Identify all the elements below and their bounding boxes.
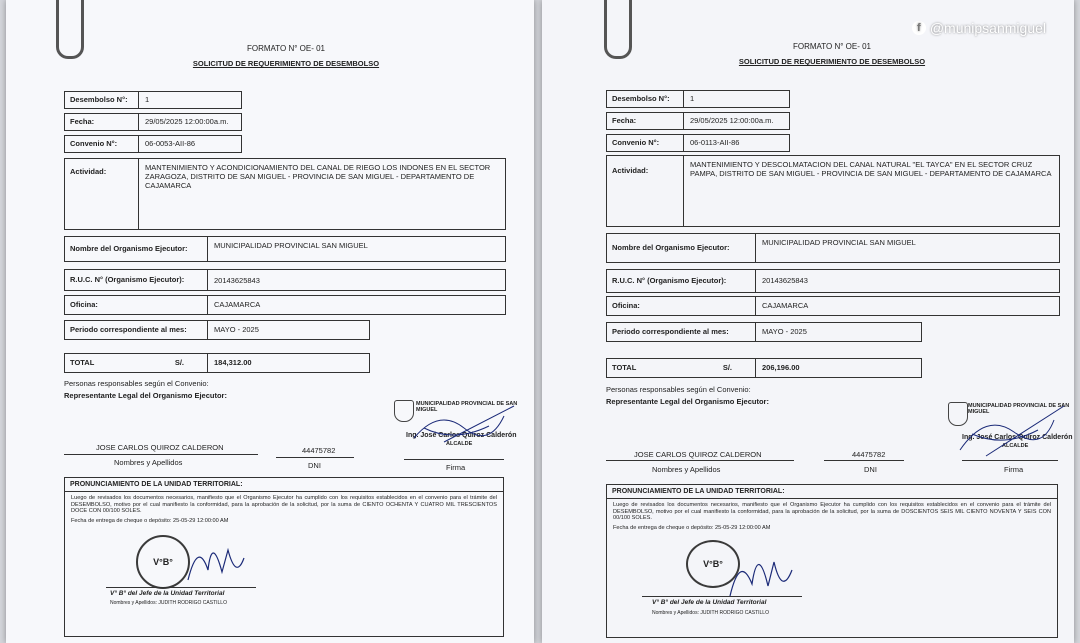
desembolso-label: Desembolso N°: xyxy=(65,92,139,108)
ruc-label: R.U.C. N° (Organismo Ejecutor): xyxy=(607,270,756,292)
convenio-value: 06-0053-AII-86 xyxy=(145,139,196,148)
watermark-handle: @munipsanmiguel xyxy=(929,20,1046,36)
actividad-label: Actividad: xyxy=(607,156,684,226)
paper-clip xyxy=(604,0,632,59)
periodo-row xyxy=(606,322,922,342)
total-text: TOTAL xyxy=(70,358,95,367)
stamp-muni: MUNICIPALIDAD PROVINCIAL DE SAN MIGUEL xyxy=(968,403,1070,415)
actividad-label: Actividad: xyxy=(65,159,139,229)
convenio-row xyxy=(64,135,242,153)
watermark xyxy=(912,20,1046,36)
fecha-label: Fecha: xyxy=(65,114,139,130)
document-title: SOLICITUD DE REQUERIMIENTO DE DESEMBOLSO xyxy=(738,57,926,66)
actividad-row xyxy=(64,158,506,230)
pronunciamiento-fecha: Fecha de entrega de cheque o depósito: 25-05-29 12:00:00 AM xyxy=(71,517,229,524)
ruc-value: 20143625843 xyxy=(762,276,808,285)
stamp-name: Ing. José Carlos Quiroz Calderón xyxy=(406,432,517,439)
desembolso-label: Desembolso N°: xyxy=(607,91,684,107)
oficina-row xyxy=(64,295,506,315)
vb-label: V° B° del Jefe de la Unidad Territorial xyxy=(110,590,225,597)
firma-label: Firma xyxy=(446,463,466,472)
pronunciamiento-text: Luego de revisados los documentos necesarios, manifiesto que el Organismo Ejecutor ha cumplido con los requisitos establecidos en el convenio para el trámite del DESEMBOLSO, motivo por el cual manifiesto la conformidad, para la aprobación de la solicitud, por la suma de CIENTO OCHENTA Y CUATRO MIL TRESCIENTOS DOCE CON 00/100 SOLES. xyxy=(71,495,497,515)
nombre-line xyxy=(64,454,258,455)
firma-line xyxy=(962,460,1058,461)
total-row xyxy=(64,353,370,373)
total-label xyxy=(65,354,208,372)
pronunciamiento-text: Luego de revisados los documentos necesarios, manifiesto que el Organismo Ejecutor ha cumplido con los requisitos establecidos en el convenio para el trámite del DESEMBOLSO, motivo por el cual manifiesto la conformidad, para la aprobación de la solicitud, por la suma de DOSCIENTOS SEIS MIL CIENTO NOVENTA Y SEIS CON 00/100 SOLES. xyxy=(613,502,1051,522)
vb-name: Nombres y Apellidos: JUDITH RODRIGO CASTILLO xyxy=(652,610,769,616)
responsables-text: Personas responsables según el Convenio: xyxy=(606,385,751,394)
actividad-value: MANTENIMIENTO Y DESCOLMATACION DEL CANAL NATURAL "EL TAYCA" EN EL SECTOR CRUZ PAMPA, DISTRITO DE SAN MIGUEL - PROVINCIA DE SAN MIGUEL - DEPARTAMENTO DE CAJAMARCA xyxy=(690,160,1052,178)
seal-text: V°B° xyxy=(703,559,723,569)
alcalde-signature xyxy=(394,398,524,448)
pronunciamiento-heading: PRONUNCIAMIENTO DE LA UNIDAD TERRITORIAL: xyxy=(607,485,1057,499)
oficina-value: CAJAMARCA xyxy=(762,301,809,310)
convenio-label: Convenio N°: xyxy=(65,136,139,152)
document-page-left xyxy=(6,0,534,643)
actividad-row xyxy=(606,155,1060,227)
desembolso-value: 1 xyxy=(145,95,150,104)
dni-label: DNI xyxy=(308,461,321,470)
organismo-value: MUNICIPALIDAD PROVINCIAL SAN MIGUEL xyxy=(214,241,368,250)
stamp-name: Ing. José Carlos Quiroz Calderón xyxy=(962,434,1073,441)
nombre-line xyxy=(606,460,794,461)
periodo-label: Periodo correspondiente al mes: xyxy=(607,323,756,341)
periodo-row xyxy=(64,320,370,340)
format-code: FORMATO N° OE- 01 xyxy=(246,44,326,53)
pronunciamiento-heading: PRONUNCIAMIENTO DE LA UNIDAD TERRITORIAL: xyxy=(65,478,503,492)
total-label xyxy=(607,359,756,377)
total-row xyxy=(606,358,922,378)
alcalde-stamp xyxy=(946,400,1074,450)
document-title: SOLICITUD DE REQUERIMIENTO DE DESEMBOLSO xyxy=(192,59,380,68)
alcalde-signature xyxy=(946,400,1072,456)
dni-line xyxy=(276,457,354,458)
format-code: FORMATO N° OE- 01 xyxy=(792,42,872,51)
currency-symbol: S/. xyxy=(174,358,184,367)
fecha-value: 29/05/2025 12:00:00a.m. xyxy=(690,116,774,125)
nombres-label: Nombres y Apellidos xyxy=(652,465,721,474)
oficina-row xyxy=(606,296,1060,316)
paper-clip xyxy=(56,0,84,59)
vb-name: Nombres y Apellidos: JUDITH RODRIGO CASTILLO xyxy=(110,600,227,606)
representante-dni: 44475782 xyxy=(852,450,886,459)
representante-dni: 44475782 xyxy=(302,446,336,455)
desembolso-row xyxy=(64,91,242,109)
dni-label: DNI xyxy=(864,465,877,474)
dni-line xyxy=(824,460,904,461)
stamp-role: ALCALDE xyxy=(1002,443,1029,449)
facebook-icon: f xyxy=(912,21,926,35)
firma-line xyxy=(404,459,504,460)
ruc-row xyxy=(64,269,506,291)
oficina-label: Oficina: xyxy=(65,296,208,314)
periodo-label: Periodo correspondiente al mes: xyxy=(65,321,208,339)
convenio-label: Convenio N°: xyxy=(607,135,684,151)
responsables-text: Personas responsables según el Convenio: xyxy=(64,379,209,388)
convenio-row xyxy=(606,134,790,152)
oficina-label: Oficina: xyxy=(607,297,756,315)
document-page-right xyxy=(542,0,1074,643)
oficina-value: CAJAMARCA xyxy=(214,300,261,309)
periodo-value: MAYO - 2025 xyxy=(762,327,807,336)
stamp-muni: MUNICIPALIDAD PROVINCIAL DE SAN MIGUEL xyxy=(416,401,518,413)
fecha-label: Fecha: xyxy=(607,113,684,129)
organismo-label: Nombre del Organismo Ejecutor: xyxy=(65,237,208,261)
desembolso-value: 1 xyxy=(690,94,695,103)
periodo-value: MAYO - 2025 xyxy=(214,325,259,334)
representante-text: Representante Legal del Organismo Ejecutor: xyxy=(64,391,227,400)
firma-label: Firma xyxy=(1004,465,1024,474)
organismo-row xyxy=(606,233,1060,263)
nombres-label: Nombres y Apellidos xyxy=(114,458,183,467)
pronunciamiento-box xyxy=(64,477,504,637)
representante-nombre: JOSE CARLOS QUIROZ CALDERON xyxy=(634,450,762,459)
representante-nombre: JOSE CARLOS QUIROZ CALDERON xyxy=(96,443,224,452)
pronunciamiento-fecha: Fecha de entrega de cheque o depósito: 25-05-29 12:00:00 AM xyxy=(613,524,771,531)
vb-line xyxy=(642,596,802,597)
organismo-value: MUNICIPALIDAD PROVINCIAL SAN MIGUEL xyxy=(762,238,916,247)
vb-line xyxy=(106,587,256,588)
seal-text: V°B° xyxy=(153,557,173,567)
fecha-row xyxy=(64,113,242,131)
total-text: TOTAL xyxy=(612,363,637,372)
total-value: 206,196.00 xyxy=(762,363,800,372)
representante-text: Representante Legal del Organismo Ejecutor: xyxy=(606,397,769,406)
jefe-signature xyxy=(178,530,258,590)
vb-label: V° B° del Jefe de la Unidad Territorial xyxy=(652,599,767,606)
actividad-value: MANTENIMIENTO Y ACONDICIONAMIENTO DEL CANAL DE RIEGO LOS INDONES EN EL SECTOR ZARAGOZA, DISTRITO DE SAN MIGUEL - PROVINCIA DE SAN MIGUEL - DEPARTAMENTO DE CAJAMARCA xyxy=(145,163,491,190)
organismo-row xyxy=(64,236,506,262)
organismo-label: Nombre del Organismo Ejecutor: xyxy=(607,234,756,262)
desembolso-row xyxy=(606,90,790,108)
currency-symbol: S/. xyxy=(722,363,732,372)
alcalde-stamp xyxy=(394,398,524,448)
fecha-row xyxy=(606,112,790,130)
ruc-value: 20143625843 xyxy=(214,276,260,285)
total-value: 184,312.00 xyxy=(214,358,252,367)
ruc-label: R.U.C. N° (Organismo Ejecutor): xyxy=(65,270,208,290)
ruc-row xyxy=(606,269,1060,293)
fecha-value: 29/05/2025 12:00:00a.m. xyxy=(145,117,229,126)
convenio-value: 06-0113-AII-86 xyxy=(690,138,740,147)
stamp-role: ALCALDE xyxy=(446,441,473,447)
